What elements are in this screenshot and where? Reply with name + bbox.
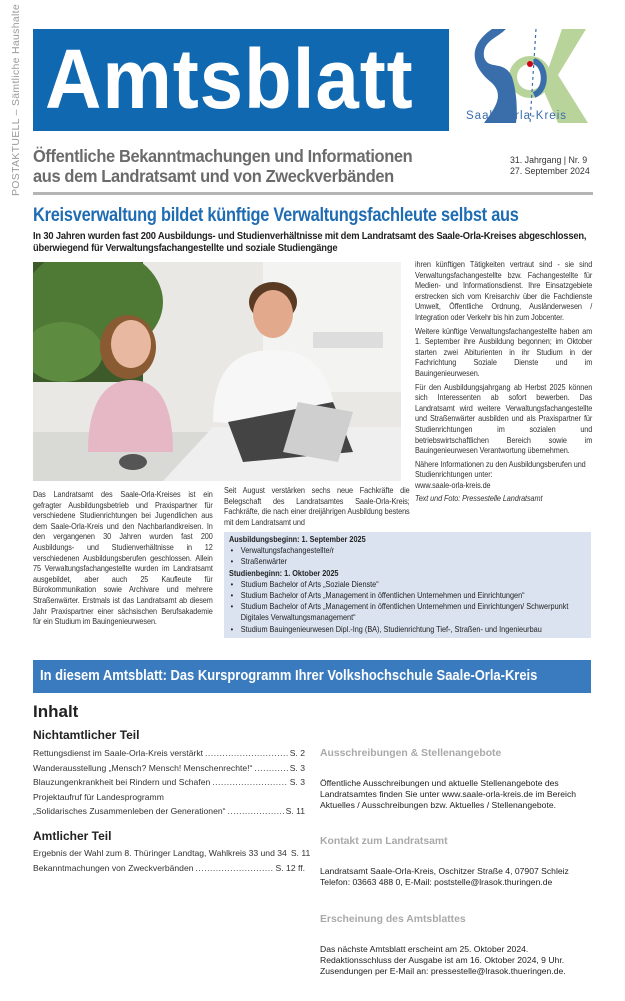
info-heading: Ausschreibungen & Stellenangebote bbox=[320, 748, 502, 759]
toc-official bbox=[33, 829, 311, 875]
article-headline: Kreisverwaltung bildet künftige Verwaltungsfachleute selbst aus bbox=[33, 204, 519, 226]
article-column-right bbox=[415, 259, 592, 507]
list-item: • Verwaltungsfachangestellte/r bbox=[229, 545, 586, 556]
distribution-label: POSTAKTUELL – Sämtliche Haushalte bbox=[10, 4, 22, 196]
photo-credit: Text und Foto: Pressestelle Landratsamt bbox=[415, 493, 543, 504]
toc-label: „Solidarisches Zusammenleben der Generationen“ bbox=[33, 806, 226, 816]
list-item: • Straßenwärter bbox=[229, 556, 586, 567]
issue-volume: 31. Jahrgang | Nr. 9 bbox=[510, 155, 588, 165]
website-link[interactable]: www.saale-orla-kreis.de bbox=[415, 479, 491, 490]
vhs-banner bbox=[33, 660, 591, 693]
toc-page: S. 11 bbox=[285, 806, 305, 816]
article-photo bbox=[33, 262, 401, 481]
list-item: • Studium Bachelor of Arts „Soziale Dienste“ bbox=[229, 579, 586, 590]
training-info-box bbox=[224, 532, 591, 638]
toc-item[interactable] bbox=[33, 761, 305, 776]
toc-section-title: Nichtamtlicher Teil bbox=[33, 728, 140, 742]
masthead bbox=[33, 29, 449, 131]
toc-label: Rettungsdienst im Saale-Orla-Kreis verstärkt bbox=[33, 748, 204, 758]
divider bbox=[33, 192, 593, 195]
toc-page: S. 2 bbox=[289, 748, 305, 758]
info-heading: Kontakt zum Landratsamt bbox=[320, 836, 448, 848]
toc-page: S. 3 bbox=[289, 762, 305, 773]
toc-page: S. 3 bbox=[289, 777, 305, 787]
toc-page: S. 11 bbox=[290, 848, 311, 858]
paragraph: Seit August verstärken sechs neue Fachkräfte die Belegschaft des Landratsamtes Saale-Orla-Kreis; Fachkräfte, die nach einer dreijährigen Ausbildung bestens mit dem Landratsamt und bbox=[224, 485, 410, 527]
toc-section-title: Amtlicher Teil bbox=[33, 829, 112, 843]
paragraph: Nähere Informationen zu den Ausbildungsberufen und Studienrichtungen unter: bbox=[415, 458, 586, 480]
info-text: Landratsamt Saale-Orla-Kreis, Oschitzer Straße 4, 07907 Schleiz Telefon: 03663 488 0, E-Mail: poststelle@lrasok.thuringen.de bbox=[320, 866, 569, 888]
toc-item[interactable] bbox=[33, 746, 305, 761]
contents-title: Inhalt bbox=[33, 702, 79, 721]
article-column-middle bbox=[224, 485, 410, 530]
toc-item[interactable] bbox=[33, 861, 305, 876]
info-text: Das nächste Amtsblatt erscheint am 25. Oktober 2024. Redaktionsschluss der Ausgabe ist am 16. Oktober 2024, 9 Uhr. Zusendungen per E-Mail an: pressestelle@lrasok.thueringen.de. bbox=[320, 943, 566, 976]
issue-info bbox=[510, 155, 590, 177]
toc-nonofficial bbox=[33, 728, 305, 819]
paragraph: ihren künftigen Tätigkeiten vertraut sind - sie sind Verwaltungsfachangestellte bzw. Fachangestellte für Medien- und Informationsdienst. Ihre Einsatzgebiete erstrecken sich vom Kreisarchiv über die Fachdienste Umwelt, Öffentliche Ordnung, Ausländerwesen / Integration oder Verkehr bis hin zum Jobcenter. bbox=[415, 259, 593, 322]
box-heading: Studienbeginn: 1. Oktober 2025 bbox=[229, 567, 339, 578]
toc-item[interactable] bbox=[33, 846, 311, 861]
paragraph: Das Landratsamt des Saale-Orla-Kreises ist ein gefragter Ausbildungsbetrieb und Praxispartner für verschiedene Studienrichtungen bei Jugendlichen aus dem Saale-Orla-Kreis und den Nachbarlandkreisen. In den vergangenen 30 Jahren wurden fast 200 Ausbildungs- und Studienverhältnisse in 12 verschiedenen Ausbildungsberufen geschlossen. Allein 75 Verwaltungsfachangestellte wurden im Landratsamt ausgebildet, aber auch 25 Kaufleute für Bürokommunikation sowie Archivare und mehrere Straßenwärter. Erstmals ist das Landratsamt ab diesem Jahr Praxispartner einer sächsischen Berufsakademie für ein Studium im Bauingenieurwesen. bbox=[33, 489, 213, 627]
paragraph: Weitere künftige Verwaltungsfachangestellte haben am 1. September ihre Ausbildung begonnen; im Oktober starten zwei Abiturienten in ihr Studium in der Fachrichtung Soziale Dienste und im Bauingenieurwesen. bbox=[415, 325, 593, 378]
issue-date: 27. September 2024 bbox=[510, 166, 590, 176]
toc-item[interactable] bbox=[33, 775, 305, 790]
toc-label: Blauzungenkrankheit bei Rindern und Schafen bbox=[33, 777, 211, 787]
info-column bbox=[320, 729, 595, 1001]
toc-label: Projektaufruf für Landesprogramm bbox=[33, 791, 164, 802]
subtitle-line: Öffentliche Bekanntmachungen und Informationen bbox=[33, 146, 413, 166]
vhs-banner-text: In diesem Amtsblatt: Das Kursprogramm Ihrer Volkshochschule Saale-Orla-Kreis bbox=[40, 668, 538, 684]
article-column-left bbox=[33, 489, 213, 630]
list-item: • Studium Bauingenieurwesen Dipl.-Ing (BA), Studienrichtung Tief-, Straßen- und Ingenieurbau bbox=[229, 624, 586, 635]
toc-label: Bekanntmachungen von Zweckverbänden bbox=[33, 862, 194, 873]
info-text: Öffentliche Ausschreibungen und aktuelle Stellenangebote des Landratsamtes finden Sie unter www.saale-orla-kreis.de im Bereich Aktuelles / Ausschreibungen bzw. Aktuelles / Stellenangebote. bbox=[320, 778, 577, 810]
masthead-subtitle bbox=[33, 146, 412, 186]
logo-text: Saale-Orla-Kreis bbox=[466, 110, 567, 122]
subtitle-line: aus dem Landratsamt und von Zweckverbänden bbox=[33, 166, 394, 186]
info-heading: Erscheinung des Amtsblattes bbox=[320, 913, 466, 925]
toc-page: S. 12 ff. bbox=[275, 862, 305, 873]
toc-label: Wanderausstellung „Mensch? Mensch! Menschenrechte!“ bbox=[33, 762, 253, 773]
toc-item[interactable] bbox=[33, 804, 305, 819]
paragraph: Für den Ausbildungsjahrgang ab Herbst 2025 können sich Interessenten ab sofort bewerben. Das Landratsamt wird weitere Verwaltungsfachangestellte und Straßenwärter ausbilden und als Praxispartner für Studienrichtungen im sozialen und betriebswirtschaftlichen Bereich sowie im Bauingenieurwesen Verantwortung übernehmen. bbox=[415, 381, 593, 456]
masthead-title: Amtsblatt bbox=[45, 32, 414, 126]
article-lead: In 30 Jahren wurden fast 200 Ausbildungs- und Studienverhältnisse mit dem Landratsamt des Saale-Orla-Kreises abgeschlossen, überwiegend für Verwaltungsfachangestellte und soziale Studiengänge bbox=[33, 231, 587, 255]
list-item: • Studium Bachelor of Arts „Management in öffentlichen Unternehmen und Einrichtungen“ bbox=[229, 590, 586, 601]
toc-label: Ergebnis der Wahl zum 8. Thüringer Landtag, Wahlkreis 33 und 34 bbox=[33, 848, 287, 858]
toc-item[interactable] bbox=[33, 790, 305, 805]
list-item: • Studium Bachelor of Arts „Management in öffentlichen Unternehmen und Einrichtungen/ Schwerpunkt Digitales Verwaltungsmanagement“ bbox=[229, 601, 586, 623]
box-heading: Ausbildungsbeginn: 1. September 2025 bbox=[229, 534, 366, 544]
